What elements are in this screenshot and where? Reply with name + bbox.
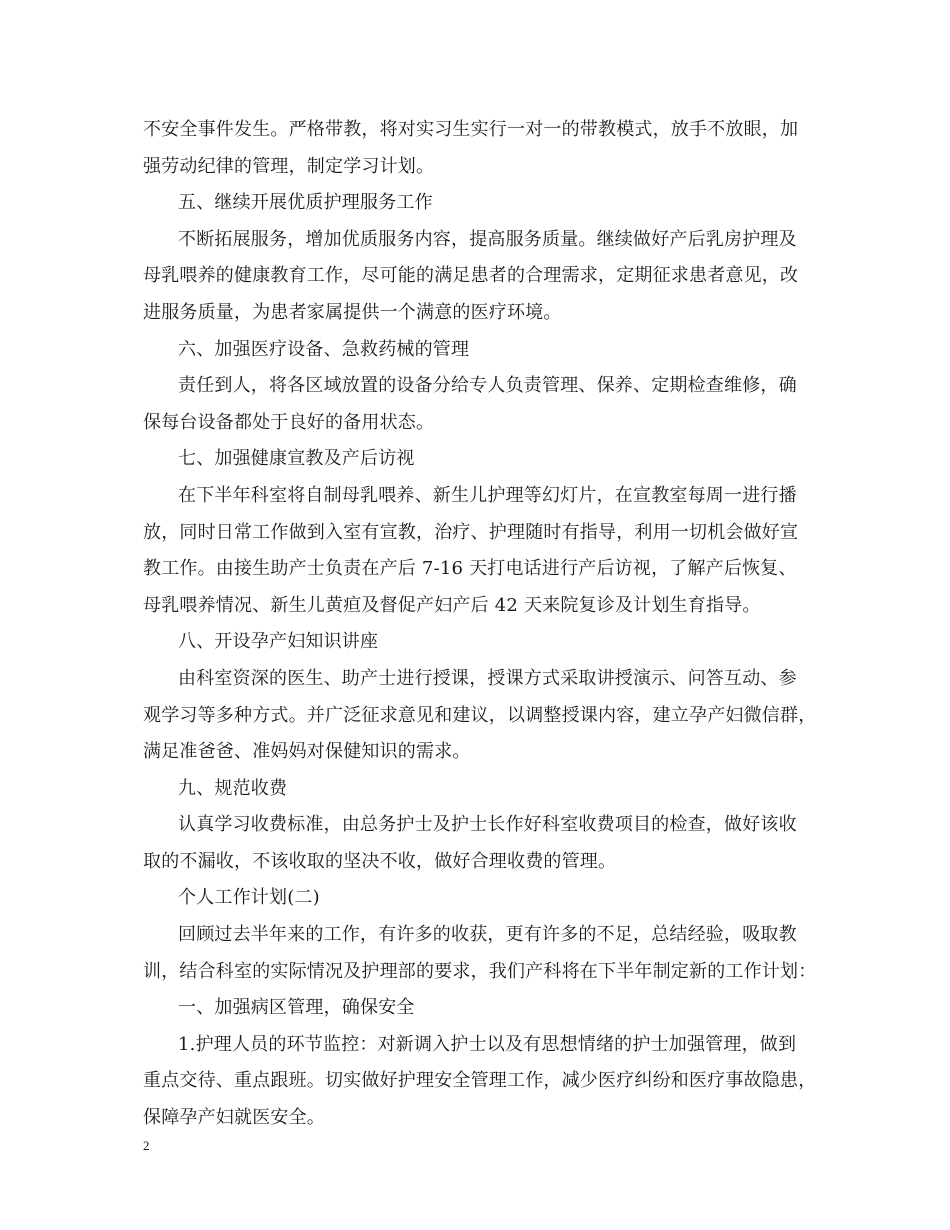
text-line: 在下半年科室将自制母乳喂养、新生儿护理等幻灯片，在宣教室每周一进行播 <box>178 484 797 506</box>
text-line: 八、开设孕产妇知识讲座 <box>178 631 379 653</box>
text-line: 教工作。由接生助产士负责在产后 7-16 天打电话进行产后访视，了解产后恢复、 <box>143 558 797 580</box>
text-line: 观学习等多种方式。并广泛征求意见和建议，以调整授课内容，建立孕产妇微信群， <box>143 704 817 726</box>
text-line: 取的不漏收，不该收取的坚决不收，做好合理收费的管理。 <box>143 850 617 872</box>
text-line: 七、加强健康宣教及产后访视 <box>178 448 415 470</box>
page-number: 2 <box>143 1138 150 1153</box>
text-line: 一、加强病区管理，确保安全 <box>178 997 415 1019</box>
text-line: 责任到人，将各区域放置的设备分给专人负责管理、保养、定期检查维修，确 <box>178 375 797 397</box>
text-line: 强劳动纪律的管理，制定学习计划。 <box>143 155 435 177</box>
text-line: 进服务质量，为患者家属提供一个满意的医疗环境。 <box>143 301 562 323</box>
text-line: 不安全事件发生。严格带教，将对实习生实行一对一的带教模式，放手不放眼，加 <box>143 119 799 140</box>
text-line: 不断拓展服务，增加优质服务内容，提高服务质量。继续做好产后乳房护理及 <box>178 228 797 250</box>
document-body <box>143 112 818 1137</box>
text-line: 由科室资深的医生、助产士进行授课，授课方式采取讲授演示、问答互动、参 <box>178 667 797 689</box>
text-line: 保障孕产妇就医安全。 <box>143 1107 325 1129</box>
text-line: 母乳喂养情况、新生儿黄疸及督促产妇产后 42 天来院复诊及计划生育指导。 <box>143 594 761 616</box>
text-line: 放，同时日常工作做到入室有宣教，治疗、护理随时有指导，利用一切机会做好宣 <box>143 521 799 543</box>
text-line: 满足准爸爸、准妈妈对保健知识的需求。 <box>143 741 471 763</box>
text-line: 重点交待、重点跟班。切实做好护理安全管理工作，减少医疗纠纷和医疗事故隐患， <box>143 1070 817 1092</box>
text-line: 保每台设备都处于良好的备用状态。 <box>143 411 435 433</box>
text-line: 母乳喂养的健康教育工作，尽可能的满足患者的合理需求，定期征求患者意见，改 <box>143 265 799 287</box>
text-line: 五、继续开展优质护理服务工作 <box>178 192 433 214</box>
text-line: 1.护理人员的环节监控：对新调入护士以及有思想情绪的护士加强管理，做到 <box>178 1033 797 1055</box>
text-line: 回顾过去半年来的工作，有许多的收获，更有许多的不足，总结经验，吸取教 <box>178 924 797 946</box>
text-line: 九、规范收费 <box>178 777 288 799</box>
text-line: 认真学习收费标准，由总务护士及护士长作好科室收费项目的检查，做好该收 <box>178 814 797 836</box>
text-line: 训，结合科室的实际情况及护理部的要求，我们产科将在下半年制定新的工作计划： <box>143 960 817 982</box>
text-line: 个人工作计划(二) <box>178 887 320 909</box>
text-line: 六、加强医疗设备、急救药械的管理 <box>178 338 470 360</box>
